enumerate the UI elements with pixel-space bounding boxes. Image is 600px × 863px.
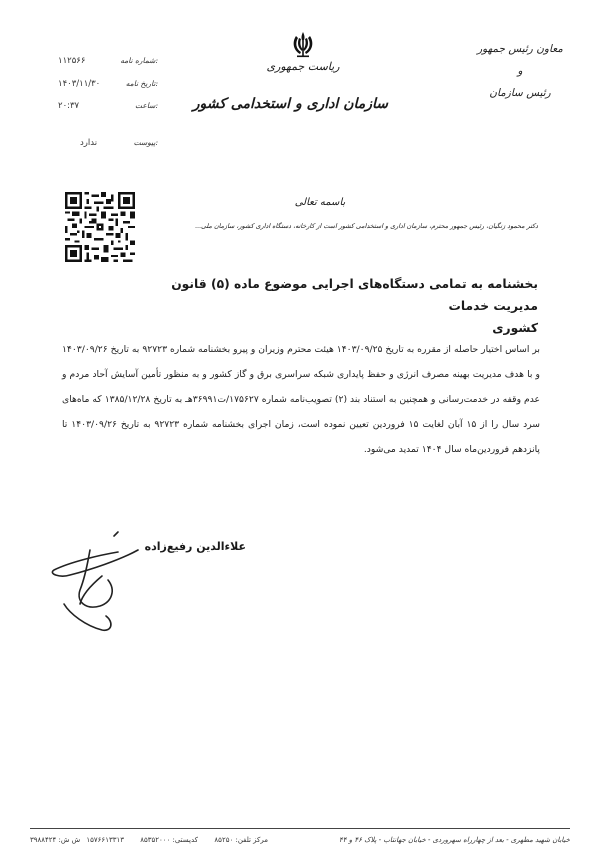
subject [160, 273, 538, 339]
sender-line-3: رئیس سازمان [489, 87, 551, 99]
subject-line-2: کشوری [492, 321, 538, 335]
sender-line-1: معاون رئیس جمهور [477, 43, 563, 55]
footer-ss: ش ش: ۳۹۸۸۴۲۴ [30, 836, 81, 844]
footer-address: خیابان شهید مطهری - بعد از چهارراه سهروردی - خیابان جهانتاب - پلاک ۴۶ و ۴۴ [338, 836, 570, 844]
letter-attachment-value: ندارد [80, 138, 98, 148]
emblem-block [248, 30, 358, 73]
sender-line-2: و [517, 65, 523, 77]
letter-body: بر اساس اختیار حاصله از مقرره به تاریخ ۱۴۰۳/۰۹/۲۵ هیئت محترم وزیران و پیرو بخشنامه شماره ۹۲۷۲۳ به تاریخ ۱۴۰۳/۰۹/۲۶ و با هدف مدیریت بهینه مصرف انرژی و حفظ پایداری شبکه سراسری برق و گاز کشور و به منظور تأمین آسایش آحاد مردم و عدم وقفه در خدمت‌رسانی و همچنین به استناد بند (۲) تصویب‌نامه شماره ۱۷۵۶۲۷/ت۳۶۹۹۱هـ به تاریخ ۱۳۸۵/۱۲/۲۸ که ماه‌های سرد سال را از ۱۵ آبان لغایت ۱۵ فروردین تعیین نموده است، زمان اجرای بخشنامه شماره ۹۲۷۲۳ به تاریخ ۱۴۰۳/۰۹/۲۶ تا پانزدهم فروردین‌ماه سال ۱۴۰۴ تمدید می‌شود. [62, 344, 541, 455]
iran-emblem-icon [290, 30, 316, 58]
org-name: سازمان اداری و استخدامی کشور [192, 96, 388, 112]
qr-code-icon [65, 192, 135, 262]
footer-postcode: کدپستی: ۸۵۳۵۲۰۰۰ [140, 836, 198, 844]
footer-divider [30, 828, 570, 829]
letter-time-label: ساعت: [135, 101, 158, 110]
salutation: باسمه تعالی [294, 197, 346, 208]
footer-postal: مرکز تلفن: ۸۵۲۵۰ [214, 836, 268, 844]
letter-time [58, 101, 158, 115]
org-presidency: ریاست جمهوری [266, 60, 340, 73]
recipients-line: دکتر محمود زنگیان، رئیس جمهور محترم، سازمان اداری و استخدامی کشور است از کارخانه، دستگاه اداری کشور، سازمان ملی... [194, 222, 538, 230]
letter-date [58, 79, 158, 93]
letter-number-value: ۱۱۲۵۶۶ [58, 56, 86, 66]
signer-name: علاءالدین رفیع‌زاده [144, 540, 246, 553]
letter-number [58, 56, 158, 70]
footer-fax: ۱۵۷۶۶۱۳۳۱۳ [86, 836, 124, 844]
subject-line-1: بخشنامه به تمامی دستگاه‌های اجرایی موضوع ماده (۵) قانون مدیریت خدمات [171, 277, 538, 313]
signature-icon [30, 530, 180, 640]
letter-date-label: تاریخ نامه: [125, 79, 158, 88]
letter-time-value: ۲۰:۳۷ [58, 101, 80, 111]
letter-number-label: شماره نامه: [120, 56, 158, 65]
sender-title [475, 38, 565, 104]
letter-date-value: ۱۴۰۳/۱۱/۳۰ [58, 79, 101, 89]
letter-attachment [58, 138, 158, 152]
letter-attachment-label: پیوست: [133, 138, 158, 147]
